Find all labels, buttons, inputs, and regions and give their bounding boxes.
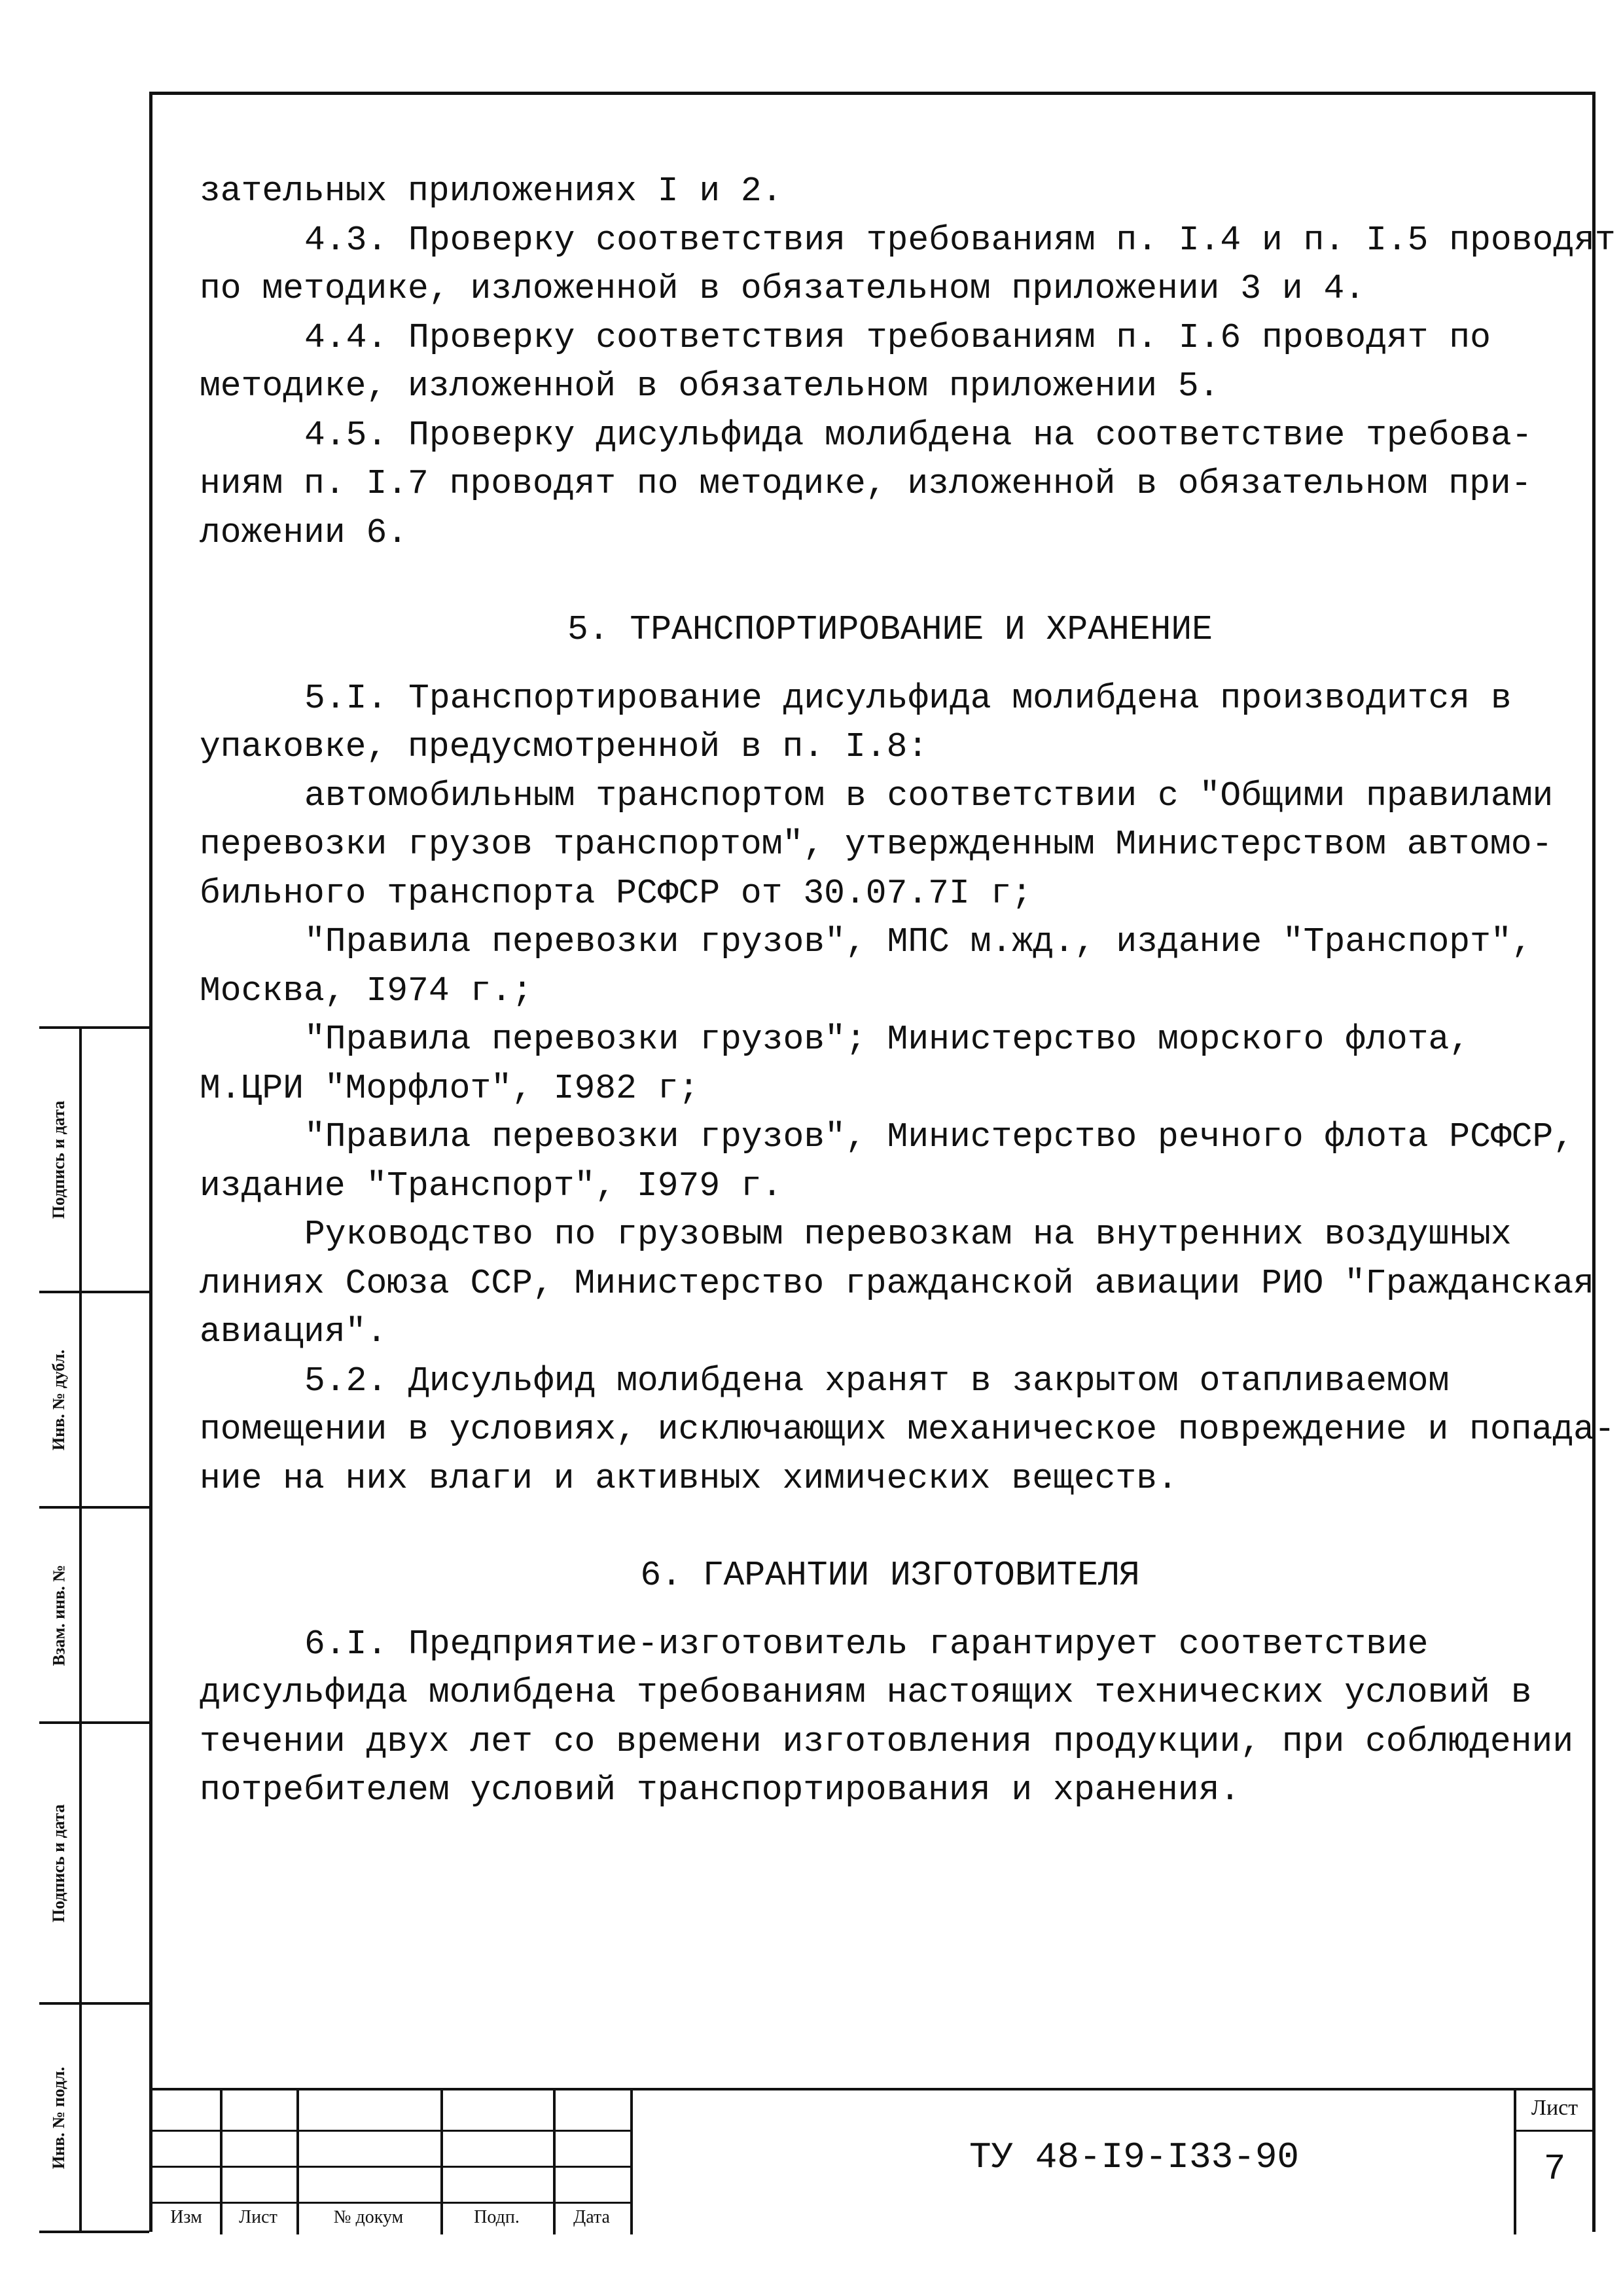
sidebar-label: Подпись и дата (49, 1804, 69, 1922)
body-line: Москва, I974 г.; (200, 971, 533, 1011)
body-line: автомобильным транспортом в соответствии с "Общими правилами (304, 776, 1554, 816)
body-line: течении двух лет со времени изготовления продукции, при соблюдении (200, 1721, 1574, 1761)
document-body (200, 167, 1616, 1815)
sidebar-label: Инв. № дубл. (49, 1349, 69, 1450)
title-block (152, 2088, 1592, 2234)
stamp-col-date: Дата (573, 2207, 610, 2227)
stamp-col-izm: Изм (170, 2207, 202, 2227)
body-line: 5.I. Транспортирование дисульфида молибдена производится в (304, 678, 1512, 718)
body-line: "Правила перевозки грузов", МПС м.жд., издание "Транспорт", (304, 922, 1533, 961)
body-line: ние на них влаги и активных химических веществ. (200, 1458, 1178, 1498)
body-line: издание "Транспорт", I979 г. (200, 1166, 783, 1206)
stamp-col-doc: № докум (333, 2207, 404, 2227)
document-code: ТУ 48-I9-I33-90 (969, 2136, 1300, 2178)
sidebar-cell (39, 1509, 149, 1724)
body-line: линиях Союза ССР, Министерство гражданской авиации РИО "Гражданская (200, 1263, 1594, 1303)
body-line: упаковке, предусмотренной в п. I.8: (200, 727, 929, 766)
sidebar-cell (39, 1724, 149, 2005)
sheet-number: 7 (1543, 2148, 1566, 2190)
body-line: дисульфида молибдена требованиям настоящих технических условий в (200, 1673, 1532, 1712)
stamp-col-list: Лист (239, 2207, 277, 2227)
sidebar-label: Инв. № подл. (49, 2066, 69, 2169)
body-line: "Правила перевозки грузов"; Министерство морского флота, (304, 1020, 1471, 1059)
body-line: 5.2. Дисульфид молибдена хранят в закрытом отапливаемом (304, 1361, 1450, 1401)
section-5-heading: 5. ТРАНСПОРТИРОВАНИЕ И ХРАНЕНИЕ (567, 610, 1213, 649)
body-line: ниям п. I.7 проводят по методике, изложенной в обязательном при- (200, 464, 1532, 503)
body-line: по методике, изложенной в обязательном приложении 3 и 4. (200, 269, 1366, 308)
body-line: 4.4. Проверку соответствия требованиям п. I.6 проводят по (304, 317, 1491, 357)
body-line: Руководство по грузовым перевозкам на внутренних воздушных (304, 1215, 1512, 1254)
section-6-heading: 6. ГАРАНТИИ ИЗГОТОВИТЕЛЯ (640, 1556, 1140, 1595)
body-line: ложении 6. (200, 512, 408, 552)
sidebar-cell (39, 1293, 149, 1509)
margin-stamp-sidebar (39, 1026, 149, 2233)
body-line: потребителем условий транспортирования и хранения. (200, 1770, 1241, 1810)
sidebar-cell (39, 1029, 149, 1293)
body-line: авиация". (200, 1312, 387, 1352)
body-line: зательных приложениях I и 2. (200, 171, 783, 211)
body-line: 4.3. Проверку соответствия требованиям п. I.4 и п. I.5 проводят (304, 220, 1616, 260)
sheet-label: Лист (1531, 2096, 1578, 2120)
sidebar-label: Подпись и дата (49, 1100, 69, 1219)
body-line: бильного транспорта РСФСР от 30.07.7I г; (200, 873, 1033, 913)
sidebar-label: Взам. инв. № (49, 1564, 69, 1666)
body-line: 4.5. Проверку дисульфида молибдена на соответствие требова- (304, 415, 1533, 455)
body-line: перевозки грузов транспортом", утвержденным Министерством автомо- (200, 825, 1553, 864)
stamp-col-sign: Подп. (474, 2207, 520, 2227)
body-line: 6.I. Предприятие-изготовитель гарантирует соответствие (304, 1624, 1429, 1664)
body-line: М.ЦРИ "Морфлот", I982 г; (200, 1068, 700, 1108)
body-line: "Правила перевозки грузов", Министерство речного флота РСФСР, (304, 1117, 1575, 1157)
body-line: помещении в условиях, исключающих механическое повреждение и попада- (200, 1410, 1615, 1449)
body-line: методике, изложенной в обязательном приложении 5. (200, 367, 1220, 406)
sidebar-cell (39, 2005, 149, 2233)
